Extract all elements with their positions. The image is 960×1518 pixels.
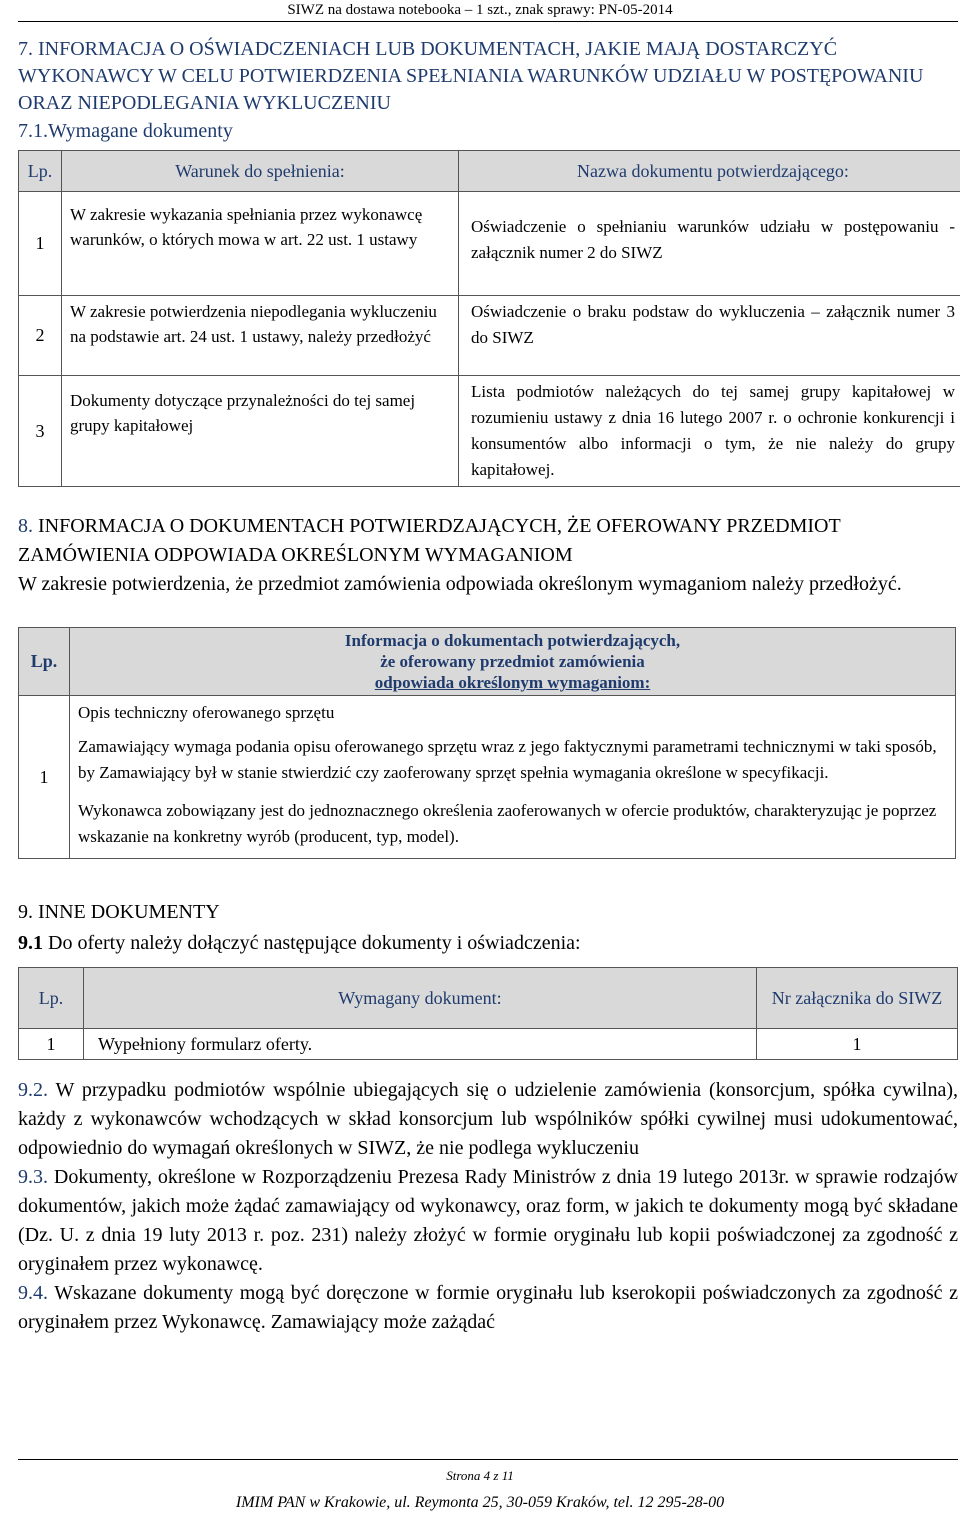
section-7-title: INFORMACJA O OŚWIADCZENIACH LUB DOKUMENTACH, JAKIE MAJĄ DOSTARCZYĆ WYKONAWCY W CELU POTWIERDZENIA SPEŁNIANIA WARUNKÓW UDZIAŁU W POSTĘPOWANIU ORAZ NIEPODLEGANIA WYKLUCZENIU — [18, 38, 924, 114]
section-8-intro: W zakresie potwierdzenia, że przedmiot zamówienia odpowiada określonym wymaganiom należy przedłożyć. — [18, 573, 902, 595]
paragraph-9-4 — [18, 1279, 958, 1337]
section-9-1-number: 9.1 — [18, 932, 43, 954]
section-8-number: 8. — [18, 515, 33, 537]
header-info — [70, 628, 956, 696]
row-number: 1 — [19, 1029, 84, 1060]
header-condition: Warunek do spełnienia: — [62, 151, 459, 192]
section-7-heading — [18, 36, 958, 117]
paragraph-9-4-number: 9.4. — [18, 1282, 48, 1304]
section-8-title: INFORMACJA O DOKUMENTACH POTWIERDZAJĄCYCH, ŻE OFEROWANY PRZEDMIOT ZAMÓWIENIA ODPOWIADA OKREŚLONYM WYMAGANIOM — [18, 515, 841, 566]
table-row — [19, 1029, 958, 1060]
section-7-1-heading: 7.1.Wymagane dokumenty — [18, 120, 233, 142]
row-condition: W zakresie wykazania spełniania przez wykonawcę warunków, o których mowa w art. 22 ust. 1 ustawy — [62, 192, 459, 296]
table-row — [19, 696, 956, 859]
row-attachment: 1 — [757, 1029, 958, 1060]
header-info-line-1: Informacja o dokumentach potwierdzających, — [344, 631, 681, 650]
header-info-line-2: że oferowany przedmiot zamówienia — [380, 652, 645, 671]
item-paragraph-1: Zamawiający wymaga podania opisu oferowanego sprzętu wraz z jego faktycznymi parametrami technicznymi w taki sposób, by Zamawiający był w stanie stwierdzić czy zaoferowany sprzęt spełnia wymagania określone w specyfikacji. — [78, 737, 937, 782]
document-header: SIWZ na dostawa notebooka – 1 szt., znak sprawy: PN-05-2014 — [287, 2, 673, 18]
item-title: Opis techniczny oferowanego sprzętu — [78, 703, 335, 722]
row-document: Oświadczenie o braku podstaw do wykluczenia – załącznik numer 3 do SIWZ — [459, 296, 960, 376]
conformity-documents-table — [18, 627, 956, 859]
table-row — [19, 192, 960, 296]
paragraph-9-3 — [18, 1163, 958, 1279]
row-condition: W zakresie potwierdzenia niepodlegania wykluczeniu na podstawie art. 24 ust. 1 ustawy, należy przedłożyć — [62, 296, 459, 376]
header-lp: Lp. — [19, 968, 84, 1029]
row-condition: Dokumenty dotyczące przynależności do tej samej grupy kapitałowej — [62, 376, 459, 487]
header-rule — [18, 21, 958, 22]
header-document: Wymagany dokument: — [84, 968, 757, 1029]
row-document: Wypełniony formularz oferty. — [84, 1029, 757, 1060]
section-8-heading — [18, 512, 958, 570]
row-document: Oświadczenie o spełnianiu warunków udziału w postępowaniu - załącznik numer 2 do SIWZ — [459, 192, 960, 296]
section-9-1 — [18, 932, 581, 955]
section-9-1-text: Do oferty należy dołączyć następujące dokumenty i oświadczenia: — [43, 932, 581, 954]
footer-rule — [18, 1459, 958, 1460]
header-attachment: Nr załącznika do SIWZ — [757, 968, 958, 1029]
row-number: 3 — [19, 376, 62, 487]
paragraph-9-2 — [18, 1076, 958, 1163]
table-header-row — [19, 968, 958, 1029]
page-number: Strona 4 z 11 — [446, 1468, 514, 1483]
paragraph-9-3-text: Dokumenty, określone w Rozporządzeniu Prezesa Rady Ministrów z dnia 19 lutego 2013r. w sprawie rodzajów dokumentów, jakich może żądać zamawiający od wykonawcy, oraz form, w jakich te dokumenty mogą być składane (Dz. U. z dnia 19 luty 2013 r. poz. 231) należy złożyć w formie oryginału lub kopii poświadczonej za zgodność z oryginałem przez wykonawcę. — [18, 1166, 958, 1275]
row-number: 1 — [19, 192, 62, 296]
header-document: Nazwa dokumentu potwierdzającego: — [459, 151, 960, 192]
required-documents-table — [18, 150, 960, 487]
section-7-number: 7. — [18, 38, 33, 60]
table-header-row — [19, 628, 956, 696]
table-header-row — [19, 151, 960, 192]
paragraph-9-4-text: Wskazane dokumenty mogą być doręczone w formie oryginału lub kserokopii poświadczonych za zgodność z oryginałem przez Wykonawcę. Zamawiający może zażądać — [18, 1282, 958, 1333]
header-lp: Lp. — [19, 628, 70, 696]
row-content — [70, 696, 956, 859]
paragraph-9-2-text: W przypadku podmiotów wspólnie ubiegających się o udzielenie zamówienia (konsorcjum, spółka cywilna), każdy z wykonawców wchodzących w skład konsorcjum lub wspólników spółki cywilnej musi udokumentować, odpowiednio do wymagań określonych w SIWZ, że nie podlega wykluczeniu — [18, 1079, 958, 1159]
section-9-heading: 9. INNE DOKUMENTY — [18, 901, 220, 923]
other-documents-table — [18, 967, 958, 1060]
item-paragraph-2: Wykonawca zobowiązany jest do jednoznacznego określenia zaoferowanych w ofercie produktów, charakteryzując je poprzez wskazanie na konkretny wyrób (producent, typ, model). — [78, 801, 937, 846]
footer-address: IMIM PAN w Krakowie, ul. Reymonta 25, 30-059 Kraków, tel. 12 295-28-00 — [235, 1494, 725, 1511]
header-info-line-3: odpowiada określonym wymaganiom: — [374, 673, 651, 692]
table-row — [19, 296, 960, 376]
paragraph-9-2-number: 9.2. — [18, 1079, 48, 1101]
paragraph-9-3-number: 9.3. — [18, 1166, 48, 1188]
table-row — [19, 376, 960, 487]
row-number: 2 — [19, 296, 62, 376]
section-9-paragraphs — [18, 1076, 958, 1337]
row-number: 1 — [19, 696, 70, 859]
header-lp: Lp. — [19, 151, 62, 192]
row-document: Lista podmiotów należących do tej samej grupy kapitałowej w rozumieniu ustawy z dnia 16 lutego 2007 r. o ochronie konkurencji i konsumentów albo informacji o tym, że nie należy do grupy kapitałowej. — [459, 376, 960, 487]
